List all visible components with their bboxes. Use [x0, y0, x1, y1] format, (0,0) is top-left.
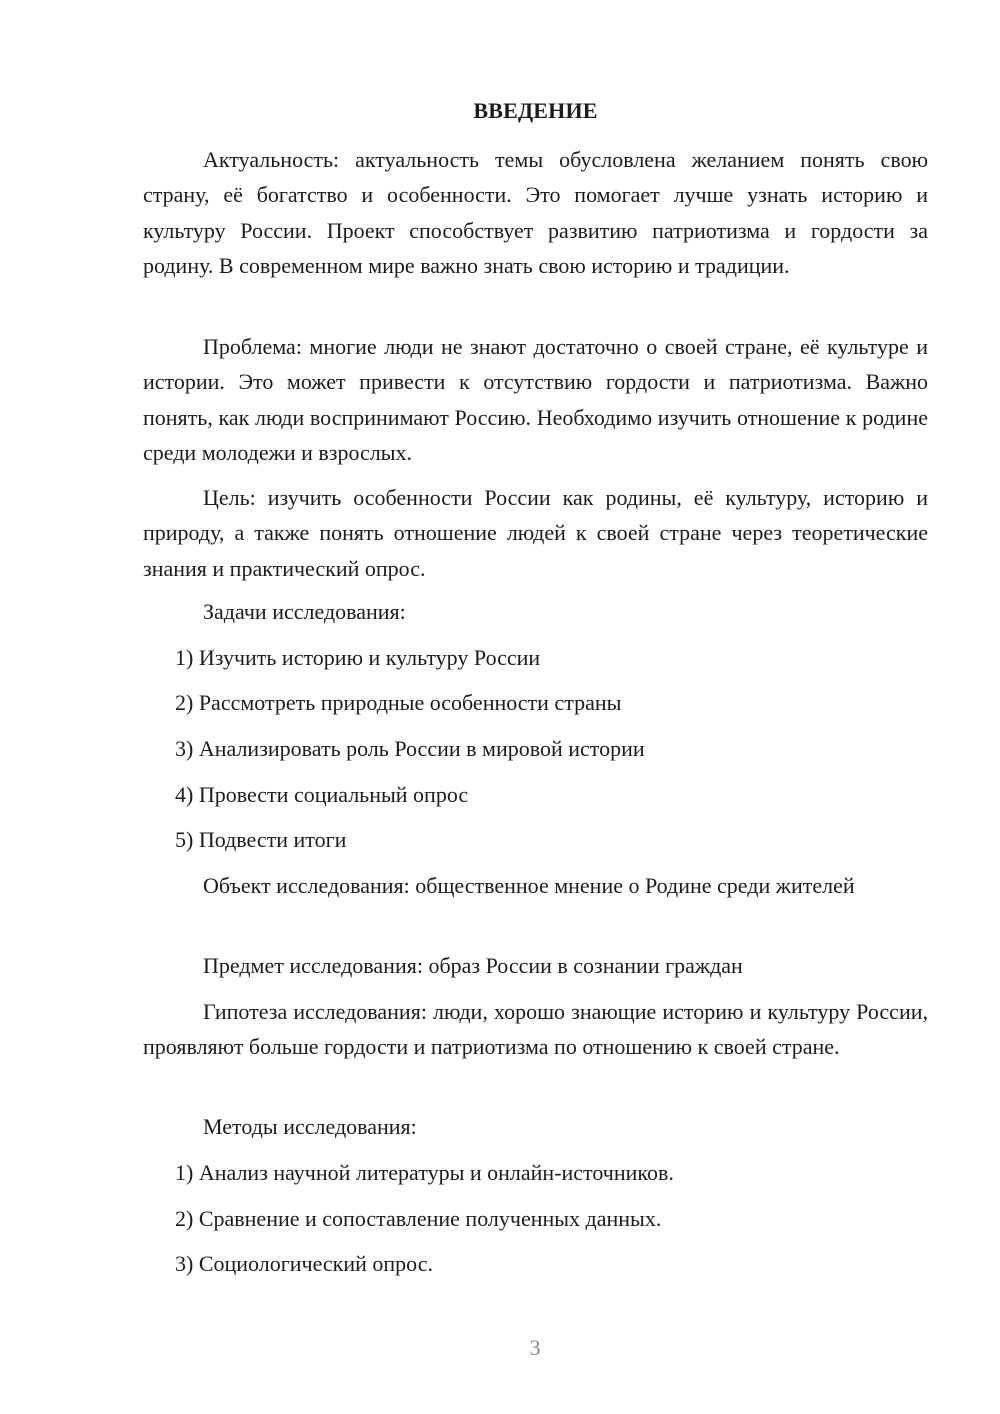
list-item: 3) Социологический опрос.: [175, 1251, 433, 1276]
relevance-paragraph: Актуальность: актуальность темы обусловлена желанием понять свою страну, её богатство и особенности. Это помогает лучше узнать историю и культуру России. Проект способствует развитию патриотизма и гордости за родину. В современном мире важно знать свою историю и традиции.: [143, 147, 928, 278]
hypothesis-paragraph: Гипотеза исследования: люди, хорошо знающие историю и культуру России, проявляют больше гордости и патриотизма по отношению к своей стране.: [143, 999, 928, 1060]
list-item: 4) Провести социальный опрос: [175, 782, 469, 807]
subject-paragraph: Предмет исследования: образ России в сознании граждан: [203, 953, 743, 978]
list-item: 2) Сравнение и сопоставление полученных данных.: [175, 1206, 662, 1231]
goal-paragraph: Цель: изучить особенности России как родины, её культуру, историю и природу, а также понять отношение людей к своей стране через теоретические знания и практический опрос.: [143, 485, 928, 581]
page-title: ВВЕДЕНИЕ: [473, 98, 598, 123]
list-item: 1) Анализ научной литературы и онлайн-источников.: [175, 1160, 674, 1185]
problem-paragraph: Проблема: многие люди не знают достаточно о своей стране, её культуре и истории. Это может привести к отсутствию гордости и патриотизма. Важно понять, как люди воспринимают Россию. Необходимо изучить отношение к родине среди молодежи и взрослых.: [143, 334, 928, 465]
methods-heading: Методы исследования:: [203, 1114, 417, 1139]
list-item: 3) Анализировать роль России в мировой истории: [175, 736, 645, 761]
page-number: 3: [529, 1335, 541, 1360]
list-item: 2) Рассмотреть природные особенности страны: [175, 690, 622, 715]
tasks-heading: Задачи исследования:: [203, 599, 406, 624]
object-paragraph: Объект исследования: общественное мнение о Родине среди жителей: [203, 873, 855, 898]
list-item: 1) Изучить историю и культуру России: [175, 645, 541, 670]
list-item: 5) Подвести итоги: [175, 827, 347, 852]
